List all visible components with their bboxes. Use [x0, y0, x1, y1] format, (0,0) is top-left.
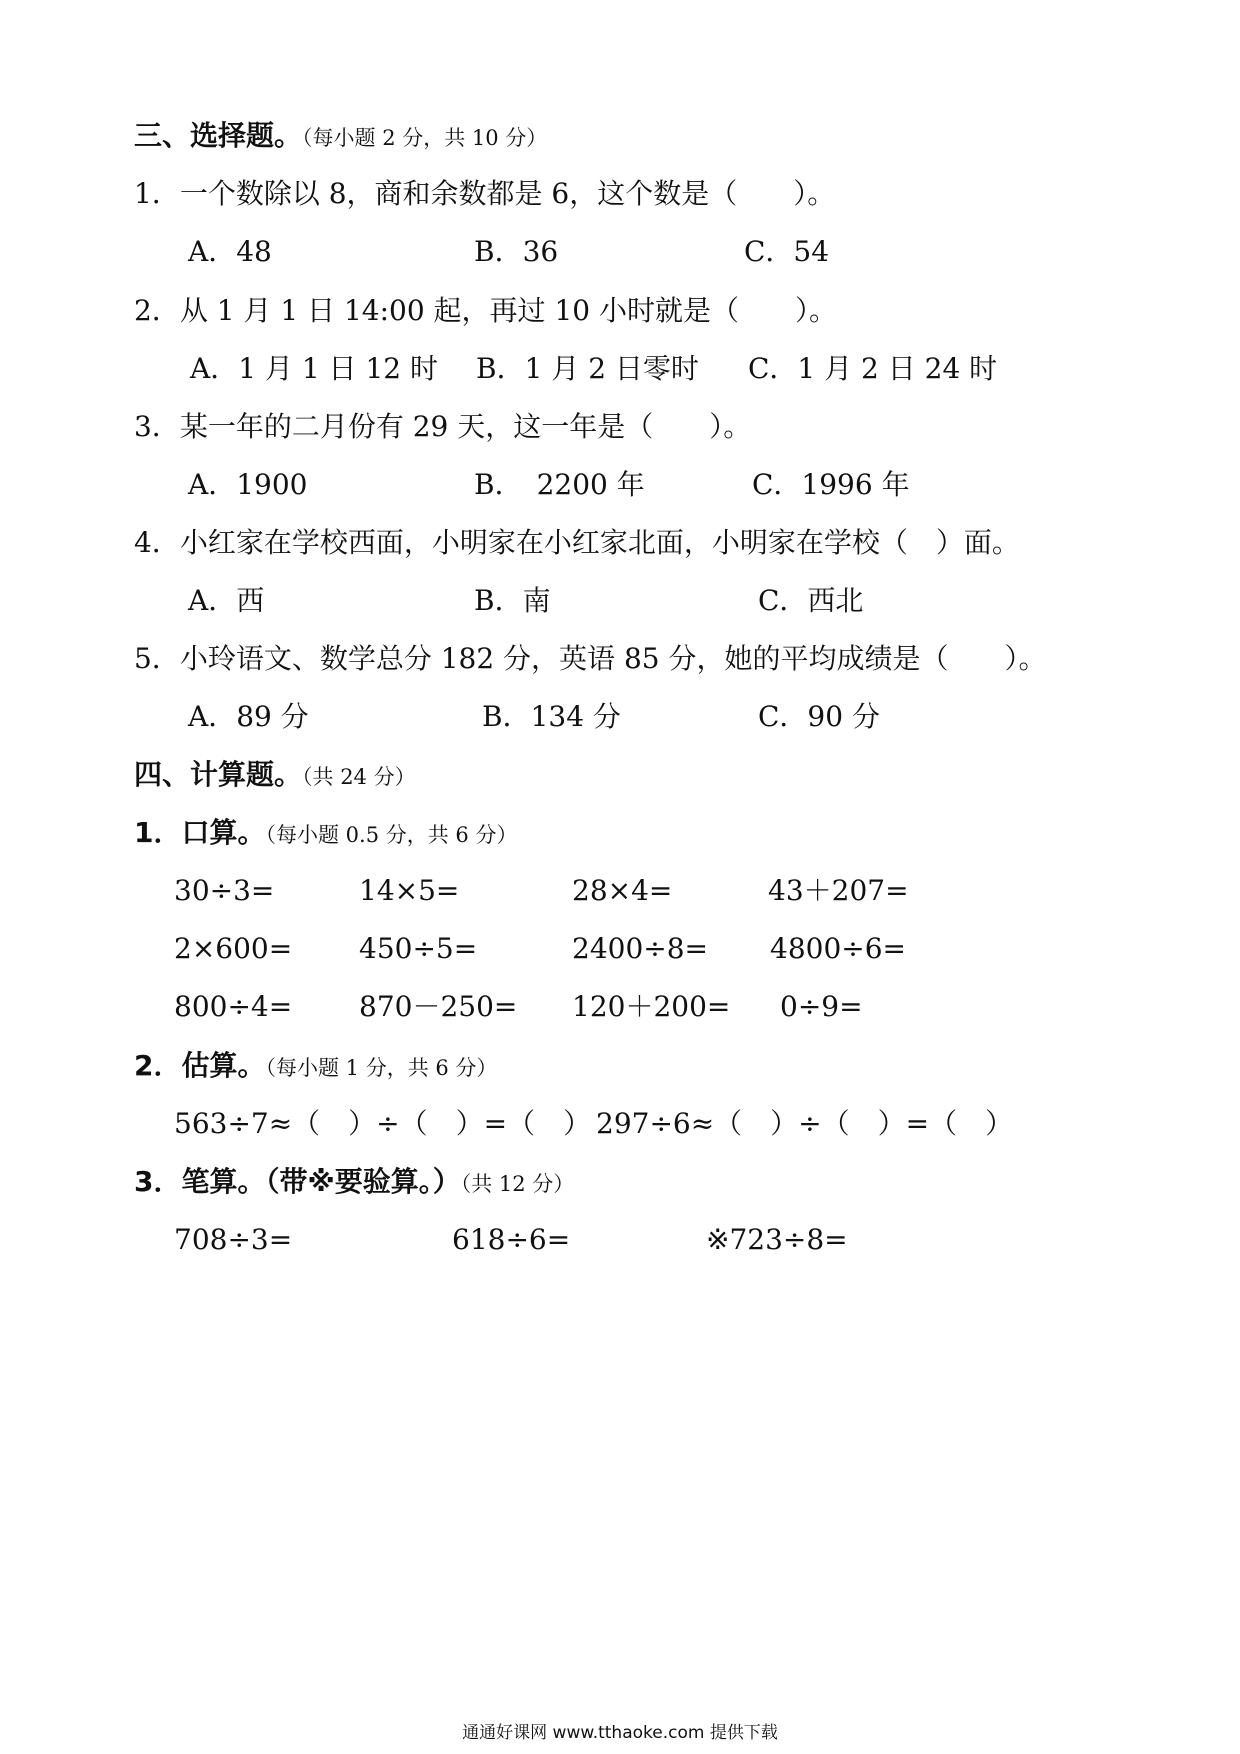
mental-calc-item: 0÷9=	[780, 990, 863, 1023]
question-4-stem: 4．小红家在学校西面，小明家在小红家北面，小明家在学校（ ）面。	[134, 526, 1020, 559]
question-3-stem: 3．某一年的二月份有 29 天，这一年是（ ）。	[134, 410, 752, 443]
part-1-title: 1．口算。	[134, 816, 266, 849]
part-2-title: 2．估算。	[134, 1049, 266, 1082]
mental-calc-item: 14×5=	[359, 874, 460, 907]
mental-calc-item: 120＋200=	[572, 990, 731, 1023]
section-3-title: 三、选择题。	[134, 119, 303, 152]
question-5-option-b: B．134 分	[482, 700, 621, 733]
part-3-header	[134, 1164, 574, 1202]
mental-calc-item: 2400÷8=	[572, 932, 708, 965]
written-calc-item: 618÷6=	[452, 1223, 571, 1256]
question-2-option-b: B．1 月 2 日零时	[476, 352, 699, 385]
question-4-option-a: A．西	[188, 584, 265, 617]
mental-calc-item: 800÷4=	[174, 990, 293, 1023]
part-1-note: （每小题 0.5 分，共 6 分）	[265, 823, 518, 847]
question-3-option-a: A．1900	[188, 468, 308, 501]
footer-source: 通通好课网 www.tthaoke.com 提供下载	[462, 1723, 778, 1743]
section-4-note: （共 24 分）	[302, 765, 416, 789]
part-3-title: 3．笔算。（带※要验算。）	[134, 1165, 461, 1198]
question-1-option-b: B．36	[474, 235, 559, 268]
mental-calc-item: 43＋207=	[768, 874, 909, 907]
mental-calc-item: 2×600=	[174, 932, 293, 965]
estimate-item: 563÷7≈（ ）÷（ ）=（ ）	[174, 1107, 592, 1140]
question-1-stem: 1．一个数除以 8，商和余数都是 6，这个数是（ ）。	[134, 177, 836, 210]
mental-calc-item: 28×4=	[572, 874, 673, 907]
question-2-option-c: C．1 月 2 日 24 时	[748, 352, 998, 385]
question-5-option-c: C．90 分	[758, 700, 880, 733]
written-calc-item: ※723÷8=	[706, 1223, 848, 1256]
part-3-note: （共 12 分）	[460, 1172, 575, 1196]
question-1-option-c: C．54	[744, 235, 830, 268]
mental-calc-item: 4800÷6=	[770, 932, 906, 965]
mental-calc-item: 450÷5=	[359, 932, 478, 965]
question-4-option-b: B．南	[474, 584, 551, 617]
mental-calc-item: 870－250=	[359, 990, 518, 1023]
question-5-option-a: A．89 分	[188, 700, 309, 733]
question-2-option-a: A．1 月 1 日 12 时	[190, 352, 438, 385]
section-3-header	[134, 118, 547, 156]
written-calc-item: 708÷3=	[174, 1223, 293, 1256]
section-3-note: （每小题 2 分，共 10 分）	[302, 126, 548, 150]
question-2-stem: 2．从 1 月 1 日 14:00 起，再过 10 小时就是（ ）。	[134, 294, 837, 327]
estimate-item: 297÷6≈（ ）÷（ ）=（ ）	[596, 1107, 1014, 1140]
mental-calc-item: 30÷3=	[174, 874, 275, 907]
part-1-header	[134, 815, 517, 853]
part-2-header	[134, 1048, 497, 1086]
question-4-option-c: C．西北	[758, 584, 864, 617]
part-2-note: （每小题 1 分，共 6 分）	[265, 1056, 498, 1080]
question-1-option-a: A．48	[188, 235, 272, 268]
section-4-header	[134, 757, 416, 795]
question-3-option-c: C．1996 年	[752, 468, 910, 501]
question-5-stem: 5．小玲语文、数学总分 182 分，英语 85 分，她的平均成绩是（ ）。	[134, 642, 1047, 675]
section-4-title: 四、计算题。	[134, 758, 303, 791]
question-3-option-b: B． 2200 年	[474, 468, 645, 501]
